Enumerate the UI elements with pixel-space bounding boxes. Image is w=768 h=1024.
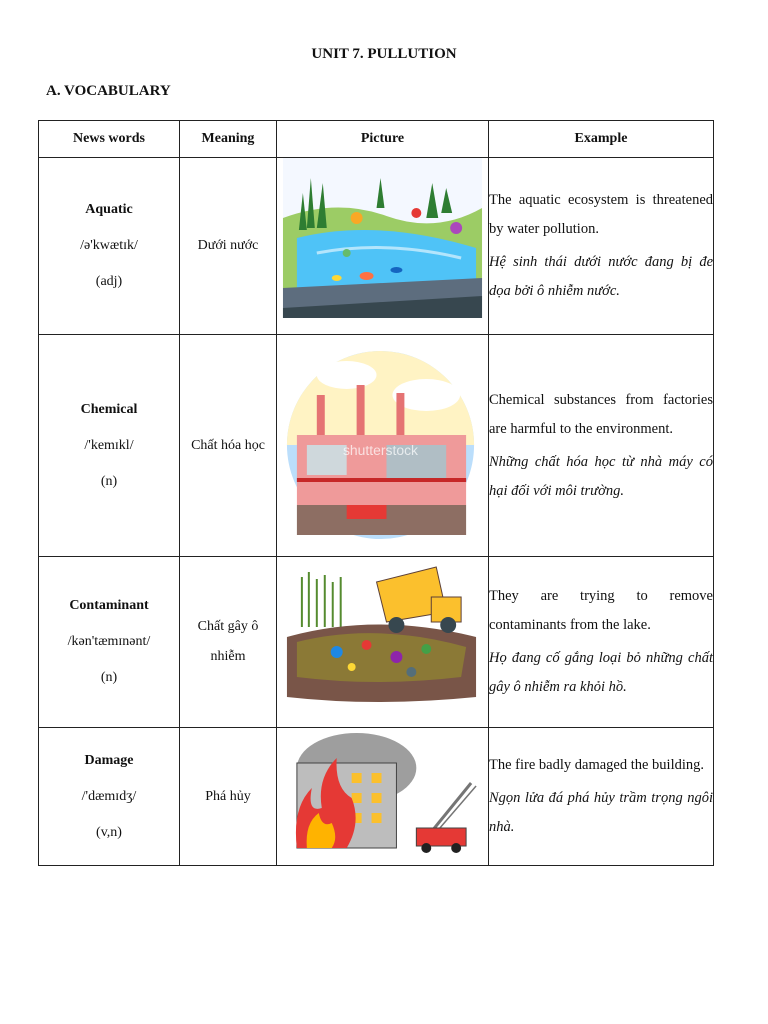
- word-cell: [39, 335, 180, 557]
- dump-truck-landfill-illustration: [277, 557, 488, 727]
- table-row: [39, 335, 714, 557]
- example-english: They are trying to remove contaminants from the lake.: [489, 588, 713, 633]
- chemical-factory-illustration: [277, 335, 488, 556]
- example-vietnamese: Ngọn lửa đá phá hủy trầm trọng ngôi nhà.: [489, 790, 713, 835]
- meaning-cell: Chất hóa học: [180, 335, 277, 557]
- example-vietnamese: Hệ sinh thái dưới nước đang bị đe dọa bởi ô nhiễm nước.: [489, 254, 713, 299]
- vocab-word: Chemical: [80, 401, 138, 417]
- example-cell: [489, 335, 714, 557]
- word-cell: [39, 158, 180, 335]
- example-cell: [489, 728, 714, 866]
- page-title: UNIT 7. PULLUTION: [311, 46, 457, 62]
- vocab-word: Contaminant: [69, 598, 149, 613]
- header-meaning: Meaning: [180, 121, 277, 158]
- picture-cell: [277, 557, 489, 728]
- table-header-row: [39, 121, 714, 158]
- vocabulary-table: [38, 120, 714, 866]
- burning-building-fire-truck-illustration: [277, 728, 488, 865]
- picture-cell: [277, 158, 489, 335]
- example-english: The fire badly damaged the building.: [489, 757, 705, 773]
- example-vietnamese: Họ đang cố gắng loại bỏ những chất gây ô nhiễm ra khỏi hồ.: [489, 650, 713, 695]
- vocab-word: Damage: [84, 752, 134, 768]
- word-cell: [39, 557, 180, 728]
- vocab-type: (v,n): [96, 824, 122, 840]
- vocab-type: (adj): [95, 274, 123, 289]
- vocab-phonetic: /ə'kwætɪk/: [80, 238, 138, 253]
- example-english: Chemical substances from factories are harmful to the environment.: [489, 391, 713, 437]
- shutterstock-watermark: shutterstock: [342, 441, 419, 459]
- aquatic-ecosystem-illustration: [277, 158, 488, 334]
- picture-cell: [277, 335, 489, 557]
- vocab-type: (n): [100, 473, 118, 489]
- table-row: [39, 557, 714, 728]
- example-english: The aquatic ecosystem is threatened by water pollution.: [489, 192, 713, 237]
- example-cell: [489, 158, 714, 335]
- word-cell: [39, 728, 180, 866]
- example-vietnamese: Những chất hóa học từ nhà máy có hại đối với môi trường.: [489, 453, 713, 499]
- header-news-words: News words: [39, 121, 180, 158]
- meaning-cell: Dưới nước: [180, 158, 277, 335]
- meaning-cell: Chất gây ô nhiễm: [180, 557, 277, 728]
- picture-cell: [277, 728, 489, 866]
- vocab-phonetic: /'dæmɪdʒ/: [81, 788, 137, 804]
- vocab-word: Aquatic: [85, 202, 133, 217]
- header-example: Example: [489, 121, 714, 158]
- table-row: [39, 728, 714, 866]
- vocab-type: (n): [100, 670, 118, 685]
- vocab-phonetic: /'kemɪkl/: [84, 437, 134, 453]
- header-picture: Picture: [277, 121, 489, 158]
- meaning-cell: Phá hủy: [180, 728, 277, 866]
- table-row: [39, 158, 714, 335]
- section-heading: A. VOCABULARY: [46, 83, 171, 99]
- vocab-phonetic: /kən'tæmɪnənt/: [67, 634, 151, 649]
- example-cell: [489, 557, 714, 728]
